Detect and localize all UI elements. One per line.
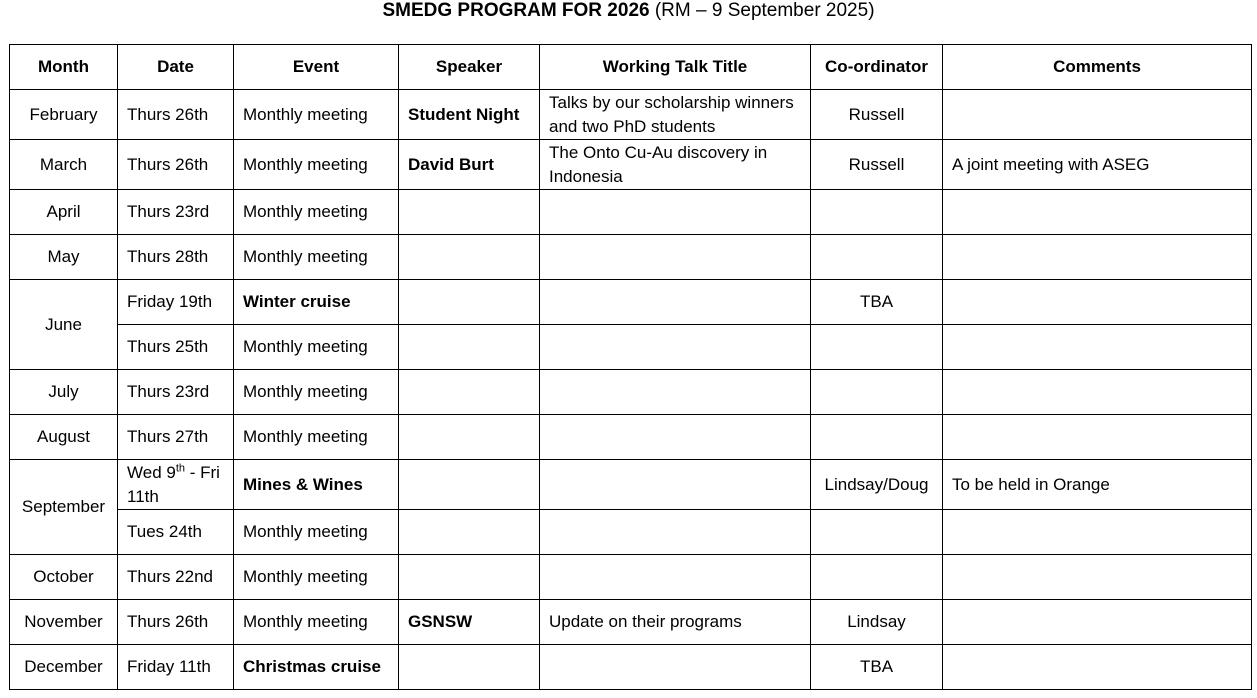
date-start: Wed 9 xyxy=(127,462,176,482)
page-title xyxy=(0,0,1257,22)
cell-event: Monthly meeting xyxy=(234,415,399,460)
cell-coordinator: TBA xyxy=(811,645,943,690)
cell-talk-title xyxy=(540,280,811,325)
cell-talk-title xyxy=(540,325,811,370)
cell-coordinator: Russell xyxy=(811,140,943,190)
date-suffix: th xyxy=(175,461,186,474)
cell-date: Tues 24th xyxy=(118,510,234,555)
cell-coordinator xyxy=(811,325,943,370)
table-row xyxy=(10,90,1252,140)
cell-speaker xyxy=(399,190,540,235)
cell-talk-title xyxy=(540,190,811,235)
cell-comments xyxy=(943,555,1252,600)
cell-comments xyxy=(943,370,1252,415)
header-talk-title: Working Talk Title xyxy=(540,45,811,90)
cell-talk-title: The Onto Cu-Au discovery in Indonesia xyxy=(540,140,811,190)
cell-speaker xyxy=(399,510,540,555)
cell-coordinator: Lindsay/Doug xyxy=(811,460,943,510)
cell-month: March xyxy=(10,140,118,190)
cell-coordinator xyxy=(811,555,943,600)
cell-event: Monthly meeting xyxy=(234,510,399,555)
cell-speaker xyxy=(399,415,540,460)
cell-talk-title xyxy=(540,370,811,415)
cell-speaker xyxy=(399,235,540,280)
cell-month: February xyxy=(10,90,118,140)
header-date: Date xyxy=(118,45,234,90)
cell-comments: A joint meeting with ASEG xyxy=(943,140,1252,190)
cell-date: Thurs 23rd xyxy=(118,190,234,235)
table-row xyxy=(10,510,1252,555)
cell-coordinator: TBA xyxy=(811,280,943,325)
header-row xyxy=(10,45,1252,90)
cell-date: Thurs 25th xyxy=(118,325,234,370)
cell-speaker xyxy=(399,645,540,690)
table-row xyxy=(10,555,1252,600)
table-row xyxy=(10,280,1252,325)
cell-coordinator xyxy=(811,190,943,235)
cell-event: Monthly meeting xyxy=(234,140,399,190)
cell-speaker xyxy=(399,325,540,370)
cell-talk-title xyxy=(540,510,811,555)
table-row xyxy=(10,645,1252,690)
cell-coordinator xyxy=(811,415,943,460)
title-main: SMEDG PROGRAM FOR 2026 xyxy=(382,0,650,21)
cell-speaker xyxy=(399,370,540,415)
cell-comments xyxy=(943,645,1252,690)
header-month: Month xyxy=(10,45,118,90)
table-row xyxy=(10,460,1252,510)
table-row xyxy=(10,415,1252,460)
cell-comments xyxy=(943,280,1252,325)
cell-talk-title xyxy=(540,460,811,510)
cell-speaker: GSNSW xyxy=(399,600,540,645)
cell-month: June xyxy=(10,280,118,370)
table-row xyxy=(10,600,1252,645)
cell-event: Mines & Wines xyxy=(234,460,399,510)
cell-date xyxy=(118,460,234,510)
date-end: - Fri 11th xyxy=(127,462,220,506)
cell-talk-title: Update on their programs xyxy=(540,600,811,645)
cell-comments xyxy=(943,235,1252,280)
cell-comments xyxy=(943,325,1252,370)
cell-comments xyxy=(943,415,1252,460)
cell-talk-title xyxy=(540,645,811,690)
cell-coordinator xyxy=(811,235,943,280)
cell-event: Monthly meeting xyxy=(234,555,399,600)
cell-month: October xyxy=(10,555,118,600)
cell-month: July xyxy=(10,370,118,415)
cell-comments xyxy=(943,190,1252,235)
cell-date: Thurs 26th xyxy=(118,90,234,140)
header-speaker: Speaker xyxy=(399,45,540,90)
cell-event: Christmas cruise xyxy=(234,645,399,690)
cell-speaker: David Burt xyxy=(399,140,540,190)
cell-coordinator xyxy=(811,370,943,415)
cell-month: December xyxy=(10,645,118,690)
cell-event: Monthly meeting xyxy=(234,325,399,370)
cell-month: November xyxy=(10,600,118,645)
cell-comments xyxy=(943,90,1252,140)
cell-date: Thurs 28th xyxy=(118,235,234,280)
cell-speaker xyxy=(399,280,540,325)
cell-date: Thurs 23rd xyxy=(118,370,234,415)
cell-event: Winter cruise xyxy=(234,280,399,325)
cell-talk-title xyxy=(540,555,811,600)
cell-comments: To be held in Orange xyxy=(943,460,1252,510)
cell-speaker xyxy=(399,460,540,510)
cell-date: Thurs 22nd xyxy=(118,555,234,600)
cell-date: Thurs 26th xyxy=(118,140,234,190)
cell-comments xyxy=(943,510,1252,555)
cell-comments xyxy=(943,600,1252,645)
cell-date: Thurs 26th xyxy=(118,600,234,645)
cell-event: Monthly meeting xyxy=(234,90,399,140)
table-row xyxy=(10,190,1252,235)
cell-date: Thurs 27th xyxy=(118,415,234,460)
cell-talk-title xyxy=(540,415,811,460)
cell-coordinator: Russell xyxy=(811,90,943,140)
cell-month: August xyxy=(10,415,118,460)
cell-event: Monthly meeting xyxy=(234,370,399,415)
table-row xyxy=(10,140,1252,190)
cell-month: April xyxy=(10,190,118,235)
cell-month: September xyxy=(10,460,118,555)
cell-month: May xyxy=(10,235,118,280)
header-event: Event xyxy=(234,45,399,90)
cell-date: Friday 19th xyxy=(118,280,234,325)
table-row xyxy=(10,235,1252,280)
table-row xyxy=(10,325,1252,370)
header-coordinator: Co-ordinator xyxy=(811,45,943,90)
cell-talk-title xyxy=(540,235,811,280)
table-row xyxy=(10,370,1252,415)
cell-coordinator: Lindsay xyxy=(811,600,943,645)
title-subtitle: (RM – 9 September 2025) xyxy=(654,0,875,21)
cell-event: Monthly meeting xyxy=(234,600,399,645)
cell-date: Friday 11th xyxy=(118,645,234,690)
cell-event: Monthly meeting xyxy=(234,235,399,280)
program-table xyxy=(9,44,1252,690)
cell-speaker: Student Night xyxy=(399,90,540,140)
cell-talk-title: Talks by our scholarship winners and two PhD students xyxy=(540,90,811,140)
cell-coordinator xyxy=(811,510,943,555)
cell-event: Monthly meeting xyxy=(234,190,399,235)
header-comments: Comments xyxy=(943,45,1252,90)
cell-speaker xyxy=(399,555,540,600)
